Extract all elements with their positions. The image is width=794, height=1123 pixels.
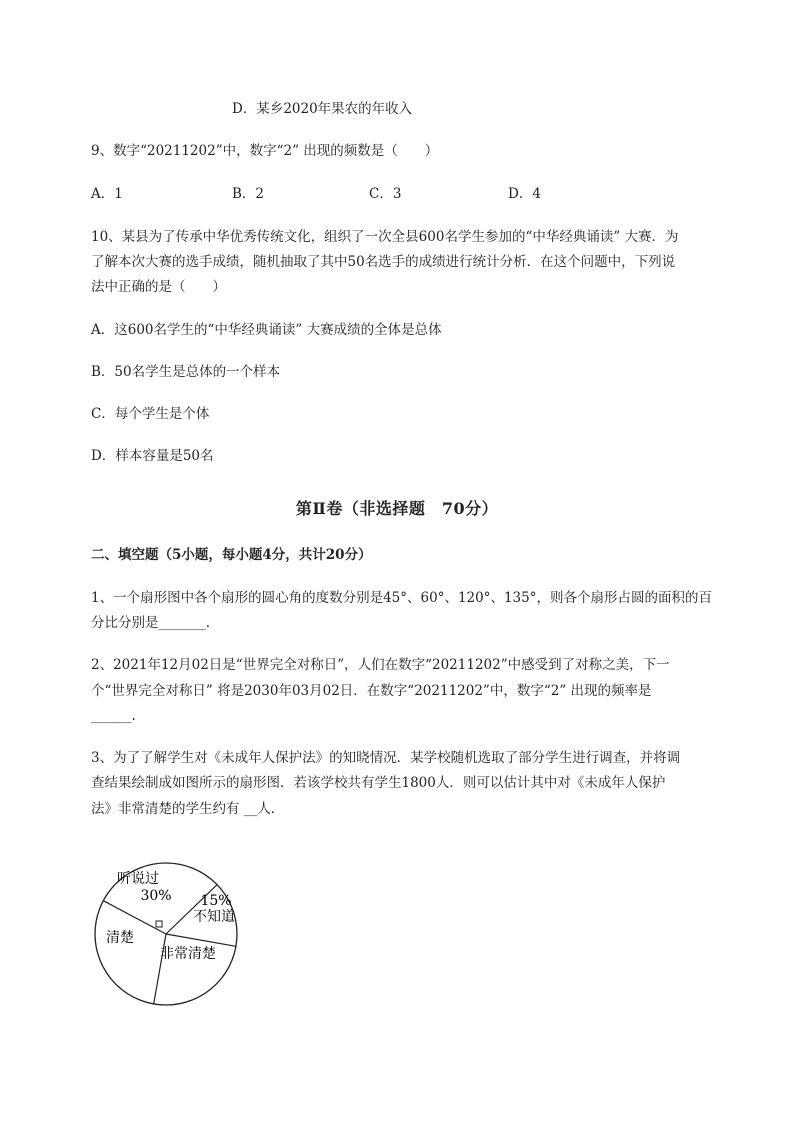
fill3-line-3: 法》非常清楚的学生约有 __人． [91,801,285,817]
fill1-line-1: 1、一个扇形图中各个扇形的圆心角的度数分别是45°、60°、120°、135°，则各个扇形占圆的面积的百 [91,590,712,606]
q10-stem-line-2: 了解本次大赛的选手成绩，随机抽取了其中50名选手的成绩进行统计分析．在这个问题中，下列说 [91,254,676,270]
q8-option-d: D．某乡2020年果农的年收入 [232,101,413,117]
label-very-clear: 非常清楚 [160,946,216,962]
slice-divider-非常清楚 [166,934,236,946]
fill2-line-2: 个“世界完全对称日” 将是2030年03月02日．在数字“20211202”中，数字“2” 出现的频率是 [91,683,652,699]
fill2-line-1: 2、2021年12月02日是“世界完全对称日”，人们在数字“20211202”中感受到了对称之美，下一 [91,657,670,673]
fill2-line-3: ______. [91,708,136,724]
q10-option-d: D．样本容量是50名 [91,448,214,464]
q9-option-d: D．4 [508,186,541,202]
q10-option-b: B．50名学生是总体的一个样本 [91,364,281,380]
fill3-line-2: 查结果绘制成如图所示的扇形图．若该学校共有学生1800人．则可以估计其中对《未成年人保护 [91,775,666,791]
label-clear: 清楚 [106,930,134,946]
label-heard: 听说过 [117,871,159,887]
part2-title: 第Ⅱ卷（非选择题 70分） [295,499,499,518]
slice-divider-清楚 [154,934,166,1004]
label-unknown-pct: 15% [200,893,232,909]
q9-stem: 9、数字“20211202”中，数字“2” 出现的频数是（ ） [91,143,439,159]
fill1-line-2: 分比分别是_______. [91,615,211,631]
pie-chart [90,855,250,1015]
q9-option-b: B．2 [232,186,265,202]
q9-option-a: A．1 [91,186,123,202]
q9-option-c: C．3 [369,186,402,202]
q10-option-c: C．每个学生是个体 [91,406,210,422]
q10-stem-line-1: 10、某县为了传承中华优秀传统文化，组织了一次全县600名学生参加的“中华经典诵读” 大赛．为 [91,229,679,245]
section-heading: 二、填空题（5小题，每小题4分，共计20分） [91,547,372,563]
label-unknown: 不知道 [193,909,235,925]
q10-option-a: A．这600名学生的“中华经典诵读” 大赛成绩的全体是总体 [91,322,442,338]
q10-stem-line-3: 法中正确的是（ ） [91,279,226,295]
right-angle-marker [156,921,162,927]
fill3-line-1: 3、为了了解学生对《未成年人保护法》的知晓情况．某学校随机选取了部分学生进行调查，并将调 [91,750,681,766]
slice-divider-听说过 [103,901,166,934]
label-heard-pct: 30% [140,888,172,904]
